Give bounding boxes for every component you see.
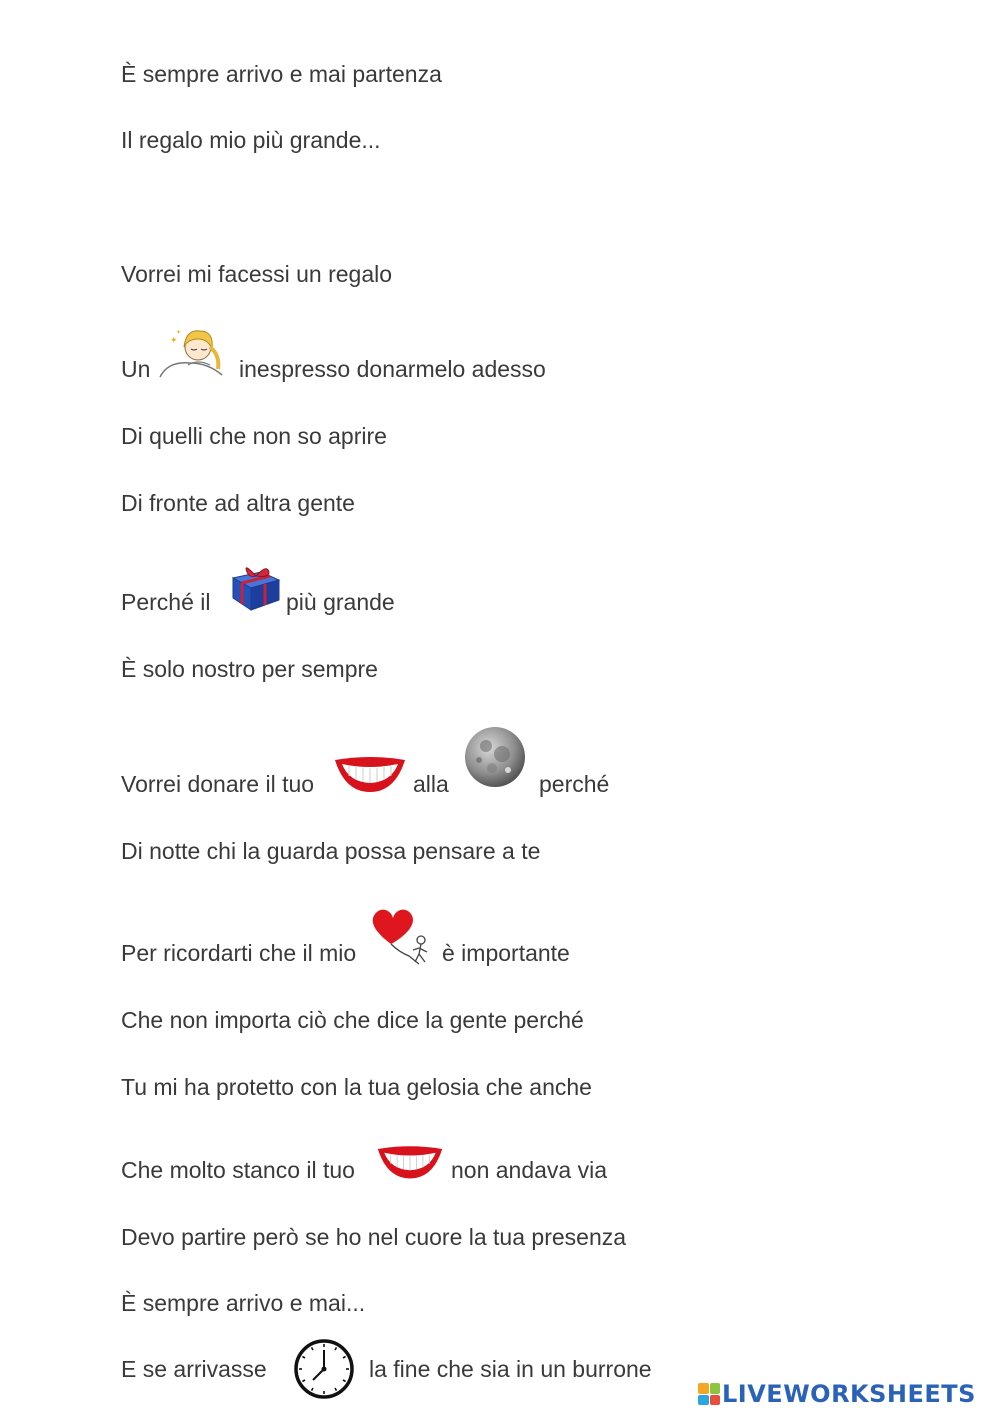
lyric-line-5: Di quelli che non so aprire xyxy=(121,423,387,449)
lyric-line-7-end: più grande xyxy=(286,589,395,615)
lyric-line-3: Vorrei mi facessi un regalo xyxy=(121,261,393,287)
lyric-line-4-end: inespresso donarmelo adesso xyxy=(239,356,546,382)
lyric-line-7-start: Perché il xyxy=(121,589,211,615)
lyric-line-10: Di notte chi la guarda possa pensare a te xyxy=(121,838,541,864)
heart-balloon-icon xyxy=(369,904,437,968)
svg-text:✦: ✦ xyxy=(170,335,178,345)
smiling-mouth-icon xyxy=(376,1140,444,1182)
logo-text: LIVEWORKSHEETS xyxy=(722,1380,976,1408)
lyric-line-1: È sempre arrivo e mai partenza xyxy=(121,61,442,87)
lyric-line-4-start: Un xyxy=(121,356,151,382)
lyric-line-13: Tu mi ha protetto con la tua gelosia che anche xyxy=(121,1074,592,1100)
lyric-line-17-start: E se arrivasse xyxy=(121,1356,267,1382)
lyric-line-9-start: Vorrei donare il tuo xyxy=(121,771,315,797)
lyric-line-6: Di fronte ad altra gente xyxy=(121,490,355,516)
moon-icon xyxy=(464,726,526,788)
lyric-line-9-end: perché xyxy=(539,771,610,797)
lyric-line-16: È sempre arrivo e mai... xyxy=(121,1290,366,1316)
lyric-line-9-middle: alla xyxy=(413,771,449,797)
svg-text:✦: ✦ xyxy=(176,330,182,336)
lyric-line-8: È solo nostro per sempre xyxy=(121,656,378,682)
lyric-line-11-end: è importante xyxy=(442,940,570,966)
lyric-line-14-start: Che molto stanco il tuo xyxy=(121,1157,355,1183)
lyric-line-15: Devo partire però se ho nel cuore la tua presenza xyxy=(121,1224,627,1250)
sleeping-child-icon xyxy=(158,325,226,383)
lyric-line-12: Che non importa ciò che dice la gente perché xyxy=(121,1007,584,1033)
smiling-mouth-icon xyxy=(333,752,407,794)
logo-mark-icon xyxy=(698,1383,720,1405)
lyric-line-17-end: la fine che sia in un burrone xyxy=(369,1356,652,1382)
lyric-line-2: Il regalo mio più grande... xyxy=(121,127,381,153)
gift-box-icon xyxy=(229,562,283,612)
lyric-line-14-end: non andava via xyxy=(451,1157,608,1183)
clock-icon xyxy=(293,1338,355,1400)
liveworksheets-logo xyxy=(698,1380,976,1408)
lyric-line-11-start: Per ricordarti che il mio xyxy=(121,940,357,966)
